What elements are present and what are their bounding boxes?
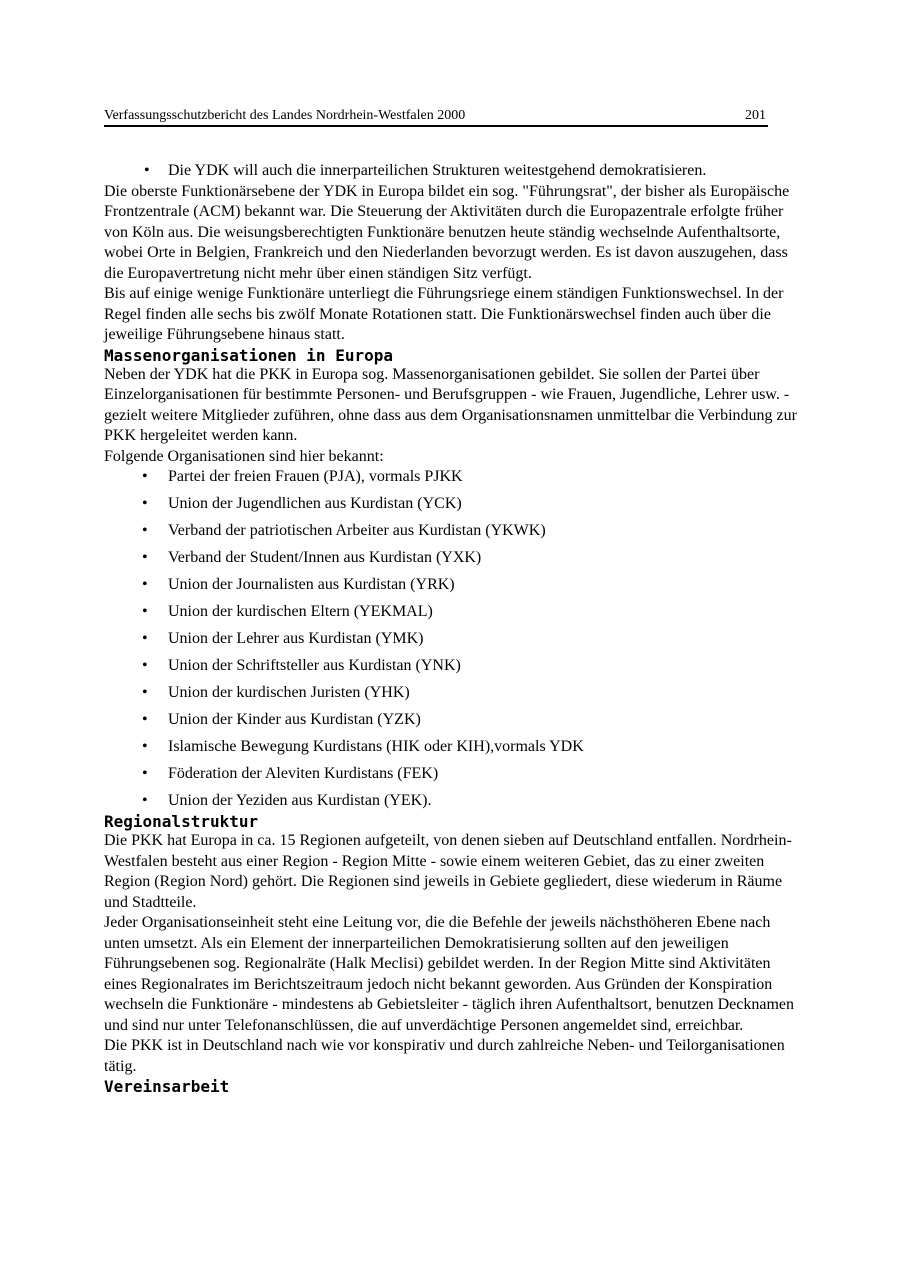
header-title: Verfassungsschutzbericht des Landes Nordrhein-Westfalen 2000 — [104, 108, 466, 123]
heading-massenorganisationen: Massenorganisationen in Europa — [104, 345, 393, 365]
heading-vereinsarbeit: Vereinsarbeit — [104, 1077, 230, 1096]
list-item: • Union der kurdischen Juristen (YHK) — [104, 683, 804, 710]
list-item: • Union der Jugendlichen aus Kurdistan (YCK) — [104, 494, 804, 521]
massen-paragraph: Neben der YDK hat die PKK in Europa sog. Massenorganisationen gebildet. Sie sollen der Partei über Einzelorganisationen für bestimmte Personen- und Berufsgruppen - wie Frauen, Jugendliche, Lehrer usw. - gezielt weitere Mitglieder zuführen, ohne dass aus dem Organisationsnamen unmittelbar die Verbindung zur PKK hergeleitet werden kann. — [104, 365, 797, 444]
list-item: • Föderation der Aleviten Kurdistans (FEK) — [104, 764, 804, 791]
list-item: • Union der Kinder aus Kurdistan (YZK) — [104, 710, 804, 737]
massen-list-intro: Folgende Organisationen sind hier bekannt: — [104, 447, 384, 465]
regional-paragraph-3: Die PKK ist in Deutschland nach wie vor konspirativ und durch zahlreiche Neben- und Teilorganisationen tätig. — [104, 1037, 785, 1075]
page-number: 201 — [745, 108, 766, 123]
list-item: • Verband der patriotischen Arbeiter aus Kurdistan (YKWK) — [104, 521, 804, 548]
intro-paragraph-2: Bis auf einige wenige Funktionäre unterliegt die Führungsriege einem ständigen Funktionswechsel. In der Regel finden alle sechs bis zwölf Monate Rotationen statt. Die Funktionärswechsel finden auch über die jeweilige Führungsebene hinaus statt. — [104, 285, 784, 343]
intro-bullet: • Die YDK will auch die innerparteilichen Strukturen weitestgehend demokratisieren. — [104, 161, 804, 182]
list-item: • Islamische Bewegung Kurdistans (HIK oder KIH),vormals YDK — [104, 737, 804, 764]
list-item: • Union der Yeziden aus Kurdistan (YEK). — [104, 791, 804, 812]
page-body — [104, 161, 804, 1096]
regional-paragraph-1: Die PKK hat Europa in ca. 15 Regionen aufgeteilt, von denen sieben auf Deutschland entfallen. Nordrhein-Westfalen besteht aus einer Region - Region Mitte - sowie einem weiteren Gebiet, das zu einer zweiten Region (Region Nord) gehört. Die Regionen sind jeweils in Gebiete gegliedert, diese wiederum in Räume und Stadtteile. — [104, 832, 792, 911]
organisations-list — [104, 467, 804, 812]
regional-paragraph-2: Jeder Organisationseinheit steht eine Leitung vor, die die Befehle der jeweils nächsthöheren Ebene nach unten umsetzt. Als ein Element der innerparteilichen Demokratisierung sollten auf den jeweiligen Führungsebenen sog. Regionalräte (Halk Meclisi) gebildet werden. In der Region Mitte sind Aktivitäten eines Regionalrates im Berichtszeitraum jedoch nicht bekannt geworden. Aus Gründen der Konspiration wechseln die Funktionäre - mindestens ab Gebietsleiter - täglich ihren Aufenthaltsort, benutzen Decknamen und sind nur unter Telefonanschlüssen, die auf unverdächtige Personen angemeldet sind, erreichbar. — [104, 914, 794, 1034]
intro-paragraph-1: Die oberste Funktionärsebene der YDK in Europa bildet ein sog. "Führungsrat", der bisher als Europäische Frontzentrale (ACM) bekannt war. Die Steuerung der Aktivitäten durch die Europazentrale erfolgte früher von Köln aus. Die weisungsberechtigten Funktionäre benutzen heute ständig wechselnde Aufenthaltsorte, wobei Orte in Belgien, Frankreich und den Niederlanden bevorzugt werden. Es ist davon auszugehen, dass die Europavertretung nicht mehr über einen ständigen Sitz verfügt. — [104, 182, 790, 282]
page-header — [104, 107, 768, 127]
list-item: • Union der kurdischen Eltern (YEKMAL) — [104, 602, 804, 629]
list-item: • Union der Schriftsteller aus Kurdistan (YNK) — [104, 656, 804, 683]
list-item: • Verband der Student/Innen aus Kurdistan (YXK) — [104, 548, 804, 575]
list-item: • Union der Journalisten aus Kurdistan (YRK) — [104, 575, 804, 602]
heading-regionalstruktur: Regionalstruktur — [104, 812, 259, 831]
list-item: • Union der Lehrer aus Kurdistan (YMK) — [104, 629, 804, 656]
list-item: • Partei der freien Frauen (PJA), vormals PJKK — [104, 467, 804, 494]
